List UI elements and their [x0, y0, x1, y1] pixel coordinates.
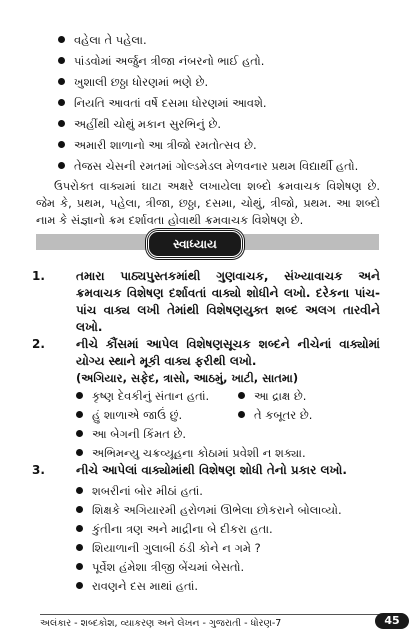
- bullet-icon: [238, 411, 245, 418]
- exercise-item: શબરીનાં બોર મીઠાં હતાં.: [76, 483, 203, 499]
- bullet-icon: [58, 141, 65, 148]
- word-options: (અગિયાર, સફેદ, ત્રાસો, આઠમું, ખાટી, સાતમા): [76, 371, 299, 385]
- exercise-item: રાવણને દસ માથાં હતાં.: [76, 578, 198, 594]
- bullet-icon: [58, 57, 65, 64]
- exercise-item: તે કબૂતર છે.: [238, 407, 312, 423]
- exercise-item: શિયાળાની ગુલાબી ઠંડી કોને ન ગમે ?: [76, 540, 261, 556]
- explanation-paragraph: ઉપરોક્ત વાક્યમાં ઘાટા અક્ષરે લખાયેલા શબ્દો ક્રમવાચક વિશેષણ છે. જેમ કે, પ્રથમ, પહેલા, ત્રીજા, છઠ્ઠા, દસમા, ચોથું, ત્રીજો, પ્રથમ. આ શબ્દો નામ કે સંજ્ઞાનો ક્રમ દર્શાવતા હોવાથી ક્રમવાચક વિશેષણ છે.: [36, 179, 380, 227]
- bullet-icon: [58, 99, 65, 106]
- bullet-icon: [76, 430, 83, 437]
- exercise-item: અભિમન્યુ ચક્રવ્યૂહના કોઠામાં પ્રવેશી ન શક્યા.: [76, 445, 306, 461]
- section-title: સ્વાધ્યાય: [146, 229, 244, 259]
- bullet-icon: [76, 563, 83, 570]
- bullet-icon: [76, 525, 83, 532]
- question-number: 2.: [32, 337, 45, 351]
- bullet-icon: [58, 162, 65, 169]
- question-text: નીચે કૌંસમાં આપેલ વિશેષણસૂચક શબ્દને નીચેનાં વાક્યોમાં યોગ્ય સ્થાને મૂકી વાક્ય ફરીથી લખો.: [76, 337, 380, 368]
- example-sentence: અહીંથી ચોથું મકાન સુરભિનું છે.: [58, 116, 221, 132]
- example-sentence: તેજસ ચેસની રમતમાં ગોલ્ડમેડલ મેળવનાર પ્રથમ વિદ્યાર્થી હતો.: [58, 158, 358, 174]
- bullet-icon: [76, 449, 83, 456]
- bullet-icon: [76, 411, 83, 418]
- example-sentence: ખુશાલી છઠ્ઠા ધોરણમાં ભણે છે.: [58, 74, 208, 90]
- exercise-item: પૂર્વેશ હંમેશા ત્રીજી બેંચમાં બેસતો.: [76, 559, 244, 575]
- question-text: તમારા પાઠ્યપુસ્તકમાંથી ગુણવાચક, સંખ્યાવાચક અને ક્રમવાચક વિશેષણ દર્શાવતાં વાક્યો શોધીને લખો. દરેકના પાંચ-પાંચ વાક્ય લખી તેમાંથી વિશેષણયુક્ત શબ્દ અલગ તારવીને લખો.: [76, 269, 380, 334]
- page-footer: [40, 614, 400, 630]
- exercise-item: આ દ્રાક્ષ છે.: [238, 388, 306, 404]
- bullet-icon: [76, 544, 83, 551]
- question-number: 3.: [32, 463, 45, 477]
- bullet-icon: [76, 487, 83, 494]
- exercise-item: હું શાળાએ જાઉં છું.: [76, 407, 182, 423]
- example-sentence: પાંડવોમાં અર્જુન ત્રીજા નંબરનો ભાઈ હતો.: [58, 53, 264, 69]
- exercise-item: કૃષ્ણ દેવકીનું સંતાન હતાં.: [76, 388, 209, 404]
- bullet-icon: [76, 506, 83, 513]
- question-text: નીચે આપેલાં વાક્યોમાંથી વિશેષણ શોધી તેનો પ્રકાર લખો.: [76, 463, 347, 477]
- bullet-icon: [58, 36, 65, 43]
- bullet-icon: [238, 392, 245, 399]
- bullet-icon: [58, 120, 65, 127]
- example-sentence: વહેલા તે પહેલા.: [58, 32, 147, 48]
- footer-text: અલંકાર - શબ્દકોશ, વ્યાકરણ અને લેખન - ગુજરાતી - ધોરણ-7: [40, 618, 282, 629]
- bullet-icon: [58, 78, 65, 85]
- exercise-item: શિક્ષકે અગિયારમી હરોળમાં ઊભેલા છોકરાને બોલાવ્યો.: [76, 502, 342, 518]
- page-number: 45: [375, 613, 409, 629]
- bullet-icon: [76, 582, 83, 589]
- exercise-item: કુંતીના ત્રણ અને માદ્રીના બે દીકરા હતા.: [76, 521, 273, 537]
- question-number: 1.: [32, 269, 45, 283]
- exercise-item: આ બેગની કિંમત છે.: [76, 426, 186, 442]
- bullet-icon: [76, 392, 83, 399]
- example-sentence: અમારી શાળાનો આ ત્રીજો રમતોત્સવ છે.: [58, 137, 257, 153]
- example-sentence: નિયતિ આવતાં વર્ષે દસમા ધોરણમાં આવશે.: [58, 95, 267, 111]
